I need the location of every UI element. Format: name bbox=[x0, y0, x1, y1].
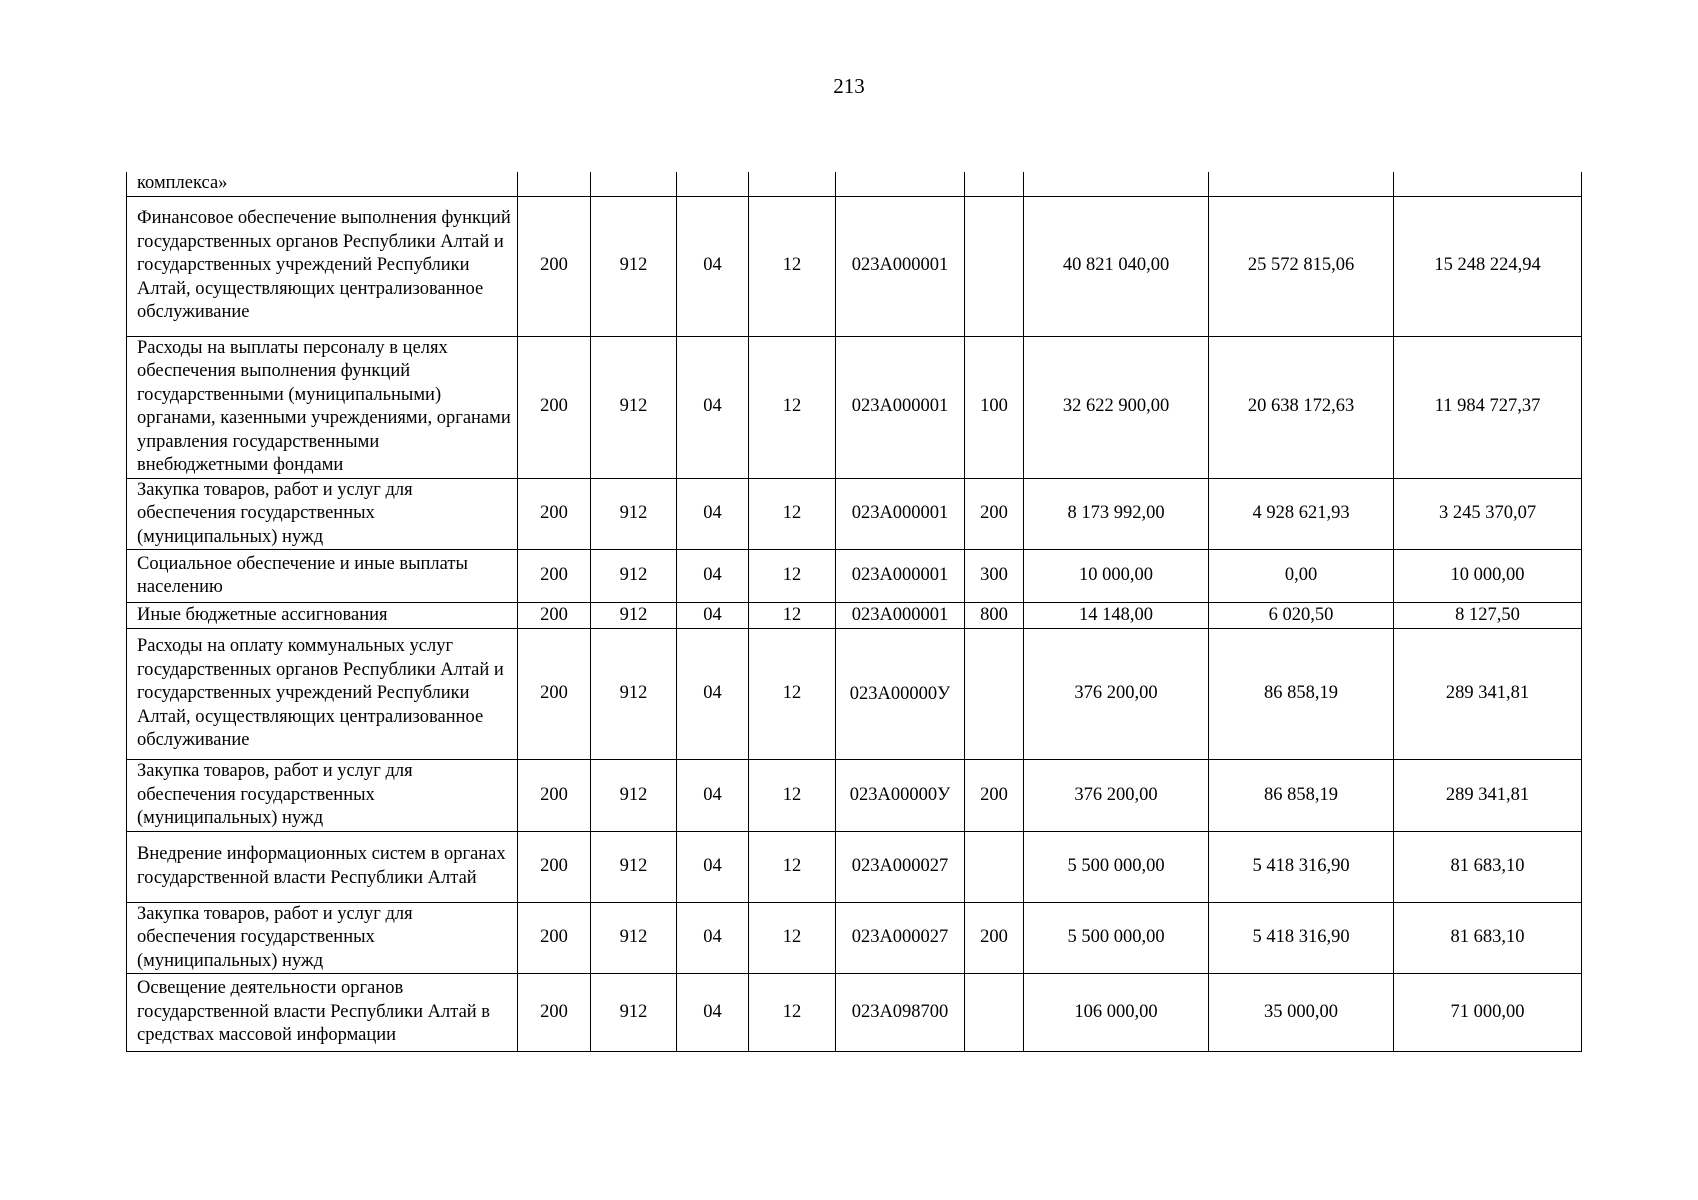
cell-executed: 6 020,50 bbox=[1209, 603, 1394, 629]
cell-subsection: 12 bbox=[749, 902, 836, 974]
cell-target-article: 023А000001 bbox=[836, 196, 965, 336]
cell-remainder: 289 341,81 bbox=[1394, 629, 1582, 760]
cell-ved: 200 bbox=[518, 974, 591, 1052]
cell-section: 04 bbox=[677, 196, 749, 336]
table-row bbox=[127, 196, 1582, 336]
cell-ved: 200 bbox=[518, 336, 591, 478]
cell-subsection: 12 bbox=[749, 603, 836, 629]
cell-subsection: 12 bbox=[749, 336, 836, 478]
page-number: 213 bbox=[833, 74, 865, 98]
cell-code: 912 bbox=[591, 550, 677, 603]
cell-subsection: 12 bbox=[749, 550, 836, 603]
cell-expense-type: 200 bbox=[965, 760, 1024, 832]
cell-ved: 200 bbox=[518, 902, 591, 974]
cell-remainder: 81 683,10 bbox=[1394, 902, 1582, 974]
cell-expense-type: 100 bbox=[965, 336, 1024, 478]
cell-executed: 25 572 815,06 bbox=[1209, 196, 1394, 336]
cell-subsection: 12 bbox=[749, 196, 836, 336]
table-row bbox=[127, 974, 1582, 1052]
cell-code: 912 bbox=[591, 760, 677, 832]
cell-remainder: 71 000,00 bbox=[1394, 974, 1582, 1052]
cell-target-article: 023А000001 bbox=[836, 603, 965, 629]
budget-table bbox=[126, 172, 1582, 1052]
cell-target-article: 023А000027 bbox=[836, 902, 965, 974]
cell-target-article bbox=[836, 172, 965, 196]
cell-code bbox=[591, 172, 677, 196]
cell-target-article: 023А000001 bbox=[836, 550, 965, 603]
cell-remainder: 15 248 224,94 bbox=[1394, 196, 1582, 336]
cell-code: 912 bbox=[591, 336, 677, 478]
cell-planned: 5 500 000,00 bbox=[1024, 831, 1209, 902]
cell-planned: 40 821 040,00 bbox=[1024, 196, 1209, 336]
cell-subsection: 12 bbox=[749, 478, 836, 550]
cell-section: 04 bbox=[677, 974, 749, 1052]
cell-target-article: 023А00000У bbox=[836, 629, 965, 760]
cell-target-article: 023А000001 bbox=[836, 478, 965, 550]
row-description: Закупка товаров, работ и услуг для обеспечения государственных (муниципальных) нужд bbox=[127, 760, 518, 832]
cell-expense-type bbox=[965, 172, 1024, 196]
cell-expense-type: 200 bbox=[965, 902, 1024, 974]
cell-executed: 4 928 621,93 bbox=[1209, 478, 1394, 550]
cell-target-article: 023А000001 bbox=[836, 336, 965, 478]
row-description: Расходы на выплаты персоналу в целях обеспечения выполнения функций государственными (муниципальными) органами, казенными учреждениями, органами управления государственными внебюджетными фондами bbox=[127, 336, 518, 478]
cell-section: 04 bbox=[677, 478, 749, 550]
cell-planned: 8 173 992,00 bbox=[1024, 478, 1209, 550]
cell-executed: 86 858,19 bbox=[1209, 760, 1394, 832]
cell-code: 912 bbox=[591, 478, 677, 550]
cell-subsection: 12 bbox=[749, 629, 836, 760]
cell-subsection: 12 bbox=[749, 831, 836, 902]
cell-executed: 5 418 316,90 bbox=[1209, 902, 1394, 974]
row-description: Финансовое обеспечение выполнения функций государственных органов Республики Алтай и государственных учреждений Республики Алтай, осуществляющих централизованное обслуживание bbox=[127, 196, 518, 336]
cell-remainder: 81 683,10 bbox=[1394, 831, 1582, 902]
cell-ved: 200 bbox=[518, 831, 591, 902]
cell-section: 04 bbox=[677, 760, 749, 832]
cell-executed bbox=[1209, 172, 1394, 196]
cell-planned: 376 200,00 bbox=[1024, 629, 1209, 760]
cell-section: 04 bbox=[677, 336, 749, 478]
cell-planned: 106 000,00 bbox=[1024, 974, 1209, 1052]
cell-section: 04 bbox=[677, 629, 749, 760]
cell-remainder: 289 341,81 bbox=[1394, 760, 1582, 832]
cell-section: 04 bbox=[677, 902, 749, 974]
cell-code: 912 bbox=[591, 974, 677, 1052]
cell-expense-type bbox=[965, 629, 1024, 760]
cell-ved: 200 bbox=[518, 629, 591, 760]
cell-section bbox=[677, 172, 749, 196]
cell-executed: 35 000,00 bbox=[1209, 974, 1394, 1052]
cell-expense-type bbox=[965, 831, 1024, 902]
cell-ved: 200 bbox=[518, 550, 591, 603]
row-description: Социальное обеспечение и иные выплаты населению bbox=[127, 550, 518, 603]
row-description: Внедрение информационных систем в органах государственной власти Республики Алтай bbox=[127, 831, 518, 902]
cell-subsection: 12 bbox=[749, 974, 836, 1052]
cell-expense-type bbox=[965, 196, 1024, 336]
row-description: Освещение деятельности органов государственной власти Республики Алтай в средствах массовой информации bbox=[127, 974, 518, 1052]
cell-remainder: 11 984 727,37 bbox=[1394, 336, 1582, 478]
table-row bbox=[127, 478, 1582, 550]
cell-executed: 0,00 bbox=[1209, 550, 1394, 603]
cell-planned: 32 622 900,00 bbox=[1024, 336, 1209, 478]
cell-remainder: 8 127,50 bbox=[1394, 603, 1582, 629]
cell-code: 912 bbox=[591, 831, 677, 902]
cell-planned: 376 200,00 bbox=[1024, 760, 1209, 832]
cell-code: 912 bbox=[591, 629, 677, 760]
table-row bbox=[127, 831, 1582, 902]
cell-subsection bbox=[749, 172, 836, 196]
cell-expense-type: 300 bbox=[965, 550, 1024, 603]
row-description: Закупка товаров, работ и услуг для обеспечения государственных (муниципальных) нужд bbox=[127, 478, 518, 550]
cell-ved: 200 bbox=[518, 196, 591, 336]
cell-remainder: 3 245 370,07 bbox=[1394, 478, 1582, 550]
table-row bbox=[127, 760, 1582, 832]
row-description: Закупка товаров, работ и услуг для обеспечения государственных (муниципальных) нужд bbox=[127, 902, 518, 974]
cell-code: 912 bbox=[591, 196, 677, 336]
cell-target-article: 023А00000У bbox=[836, 760, 965, 832]
table-row bbox=[127, 629, 1582, 760]
cell-executed: 20 638 172,63 bbox=[1209, 336, 1394, 478]
cell-executed: 5 418 316,90 bbox=[1209, 831, 1394, 902]
table-row bbox=[127, 603, 1582, 629]
cell-planned: 14 148,00 bbox=[1024, 603, 1209, 629]
cell-remainder bbox=[1394, 172, 1582, 196]
cell-section: 04 bbox=[677, 550, 749, 603]
cell-code: 912 bbox=[591, 902, 677, 974]
cell-ved: 200 bbox=[518, 478, 591, 550]
table-row bbox=[127, 550, 1582, 603]
cell-expense-type: 200 bbox=[965, 478, 1024, 550]
cell-ved: 200 bbox=[518, 760, 591, 832]
cell-code: 912 bbox=[591, 603, 677, 629]
table-row bbox=[127, 336, 1582, 478]
cell-planned: 10 000,00 bbox=[1024, 550, 1209, 603]
cell-expense-type: 800 bbox=[965, 603, 1024, 629]
cell-executed: 86 858,19 bbox=[1209, 629, 1394, 760]
cell-planned bbox=[1024, 172, 1209, 196]
cell-target-article: 023А000027 bbox=[836, 831, 965, 902]
cell-expense-type bbox=[965, 974, 1024, 1052]
row-description: Расходы на оплату коммунальных услуг государственных органов Республики Алтай и государственных учреждений Республики Алтай, осуществляющих централизованное обслуживание bbox=[127, 629, 518, 760]
row-description: Иные бюджетные ассигнования bbox=[127, 603, 518, 629]
cell-ved: 200 bbox=[518, 603, 591, 629]
row-description: комплекса» bbox=[127, 172, 518, 196]
cell-subsection: 12 bbox=[749, 760, 836, 832]
table-row bbox=[127, 902, 1582, 974]
cell-section: 04 bbox=[677, 603, 749, 629]
cell-ved bbox=[518, 172, 591, 196]
cell-remainder: 10 000,00 bbox=[1394, 550, 1582, 603]
cell-target-article: 023А098700 bbox=[836, 974, 965, 1052]
cell-section: 04 bbox=[677, 831, 749, 902]
cell-planned: 5 500 000,00 bbox=[1024, 902, 1209, 974]
table-row bbox=[127, 172, 1582, 196]
